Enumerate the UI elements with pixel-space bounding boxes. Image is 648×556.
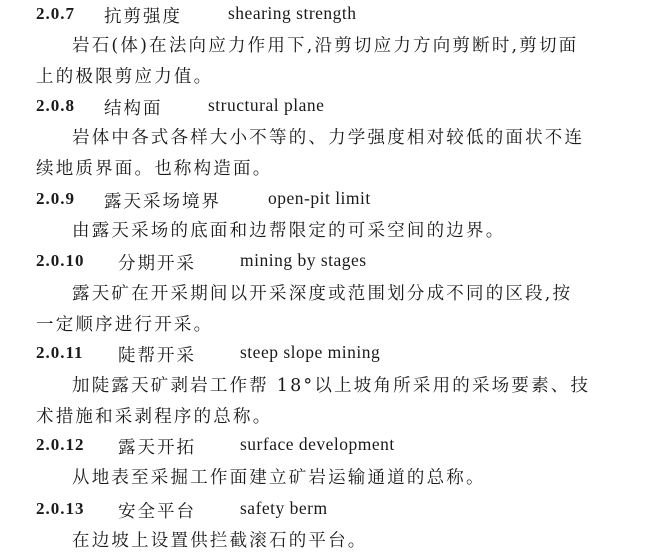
entry-number: 2.0.13 <box>36 499 85 518</box>
entry-heading <box>0 497 648 523</box>
definition-line: 术措施和采剥程序的总称。 <box>36 407 273 427</box>
term-chinese: 抗剪强度 <box>104 7 182 27</box>
definition-line: 一定顺序进行开采。 <box>36 315 214 335</box>
term-english: shearing strength <box>228 3 357 23</box>
term-chinese: 安全平台 <box>118 502 196 522</box>
term-english: steep slope mining <box>240 342 381 362</box>
term-english: open-pit limit <box>268 188 371 208</box>
term-english: structural plane <box>208 95 325 115</box>
entry-number: 2.0.7 <box>36 4 75 23</box>
entry-heading <box>0 2 648 28</box>
definition-line: 在边坡上设置供拦截滚石的平台。 <box>72 531 368 551</box>
definition-line: 续地质界面。也称构造面。 <box>36 159 273 179</box>
entry-heading <box>0 187 648 213</box>
entry-heading <box>0 94 648 120</box>
term-chinese: 分期开采 <box>118 254 196 274</box>
term-english: safety berm <box>240 498 328 518</box>
term-chinese: 陡帮开采 <box>118 346 196 366</box>
term-chinese: 露天开拓 <box>118 438 196 458</box>
definition-line: 岩体中各式各样大小不等的、力学强度相对较低的面状不连 <box>72 128 585 148</box>
definition-line: 从地表至采掘工作面建立矿岩运输通道的总称。 <box>72 468 486 488</box>
entry-number: 2.0.12 <box>36 435 85 454</box>
entry-number: 2.0.11 <box>36 343 84 362</box>
term-chinese: 露天采场境界 <box>104 192 221 212</box>
entry-number: 2.0.10 <box>36 251 85 270</box>
term-english: mining by stages <box>240 250 367 270</box>
entry-number: 2.0.9 <box>36 189 75 208</box>
definition-line: 上的极限剪应力值。 <box>36 67 214 87</box>
term-chinese: 结构面 <box>104 99 163 119</box>
entry-number: 2.0.8 <box>36 96 75 115</box>
entry-heading <box>0 249 648 275</box>
definition-line: 加陡露天矿剥岩工作帮 18°以上坡角所采用的采场要素、技 <box>72 376 591 396</box>
entry-heading <box>0 341 648 367</box>
term-english: surface development <box>240 434 395 454</box>
definition-line: 岩石(体)在法向应力作用下,沿剪切应力方向剪断时,剪切面 <box>72 36 579 56</box>
entry-heading <box>0 433 648 459</box>
definition-line: 由露天采场的底面和边帮限定的可采空间的边界。 <box>72 221 506 241</box>
definition-line: 露天矿在开采期间以开采深度或范围划分成不同的区段,按 <box>72 284 573 304</box>
